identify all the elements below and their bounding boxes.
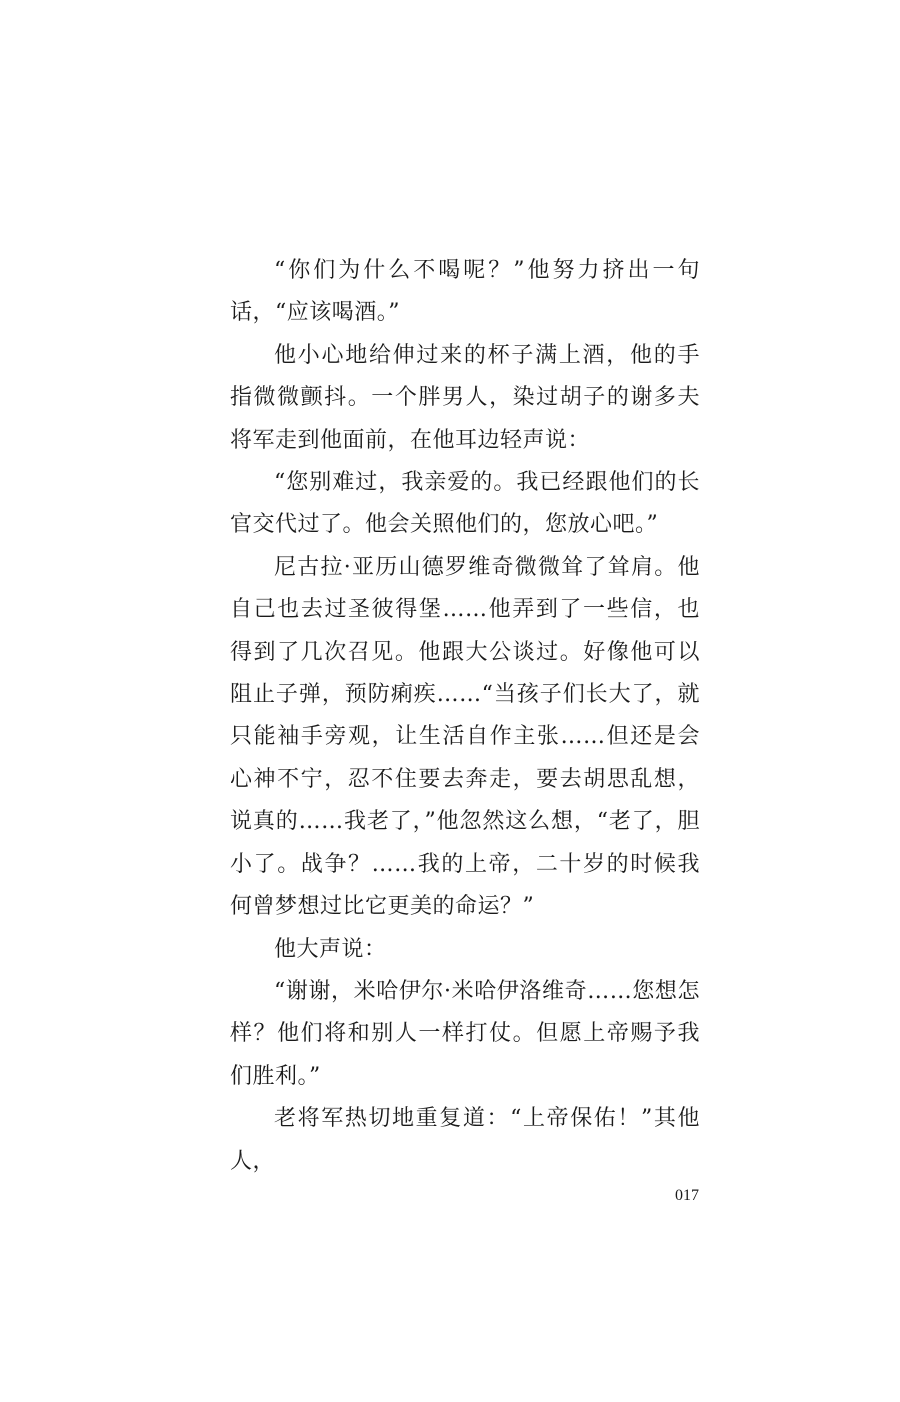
paragraph: “谢谢，米哈伊尔·米哈伊洛维奇……您想怎样？他们将和别人一样打仗。但愿上帝赐予我们胜利。” — [230, 978, 700, 1089]
body-text — [230, 250, 700, 1183]
paragraph: 他大声说： — [274, 936, 387, 962]
page-number: 017 — [675, 1187, 699, 1204]
paragraph: 尼古拉·亚历山德罗维奇微微耸了耸肩。他自己也去过圣彼得堡……他弄到了一些信，也得到了几次召见。他跟大公谈过。好像他可以阻止子弹，预防痢疾……“当孩子们长大了，就只能袖手旁观，让生活自作主张……但还是会心神不宁，忍不住要去奔走，要去胡思乱想，说真的……我老了，”他忽然这么想，“老了，胆小了。战争？……我的上帝，二十岁的时候我何曾梦想过比它更美的命运？” — [230, 554, 700, 920]
paragraph: “你们为什么不喝呢？”他努力挤出一句话，“应该喝酒。” — [230, 258, 700, 326]
paragraph: 他小心地给伸过来的杯子满上酒，他的手指微微颤抖。一个胖男人，染过胡子的谢多夫将军走到他面前，在他耳边轻声说： — [230, 342, 700, 453]
paragraph: “您别难过，我亲爱的。我已经跟他们的长官交代过了。他会关照他们的，您放心吧。” — [230, 470, 700, 538]
paragraph: 老将军热切地重复道：“上帝保佑！”其他人， — [230, 1106, 700, 1174]
